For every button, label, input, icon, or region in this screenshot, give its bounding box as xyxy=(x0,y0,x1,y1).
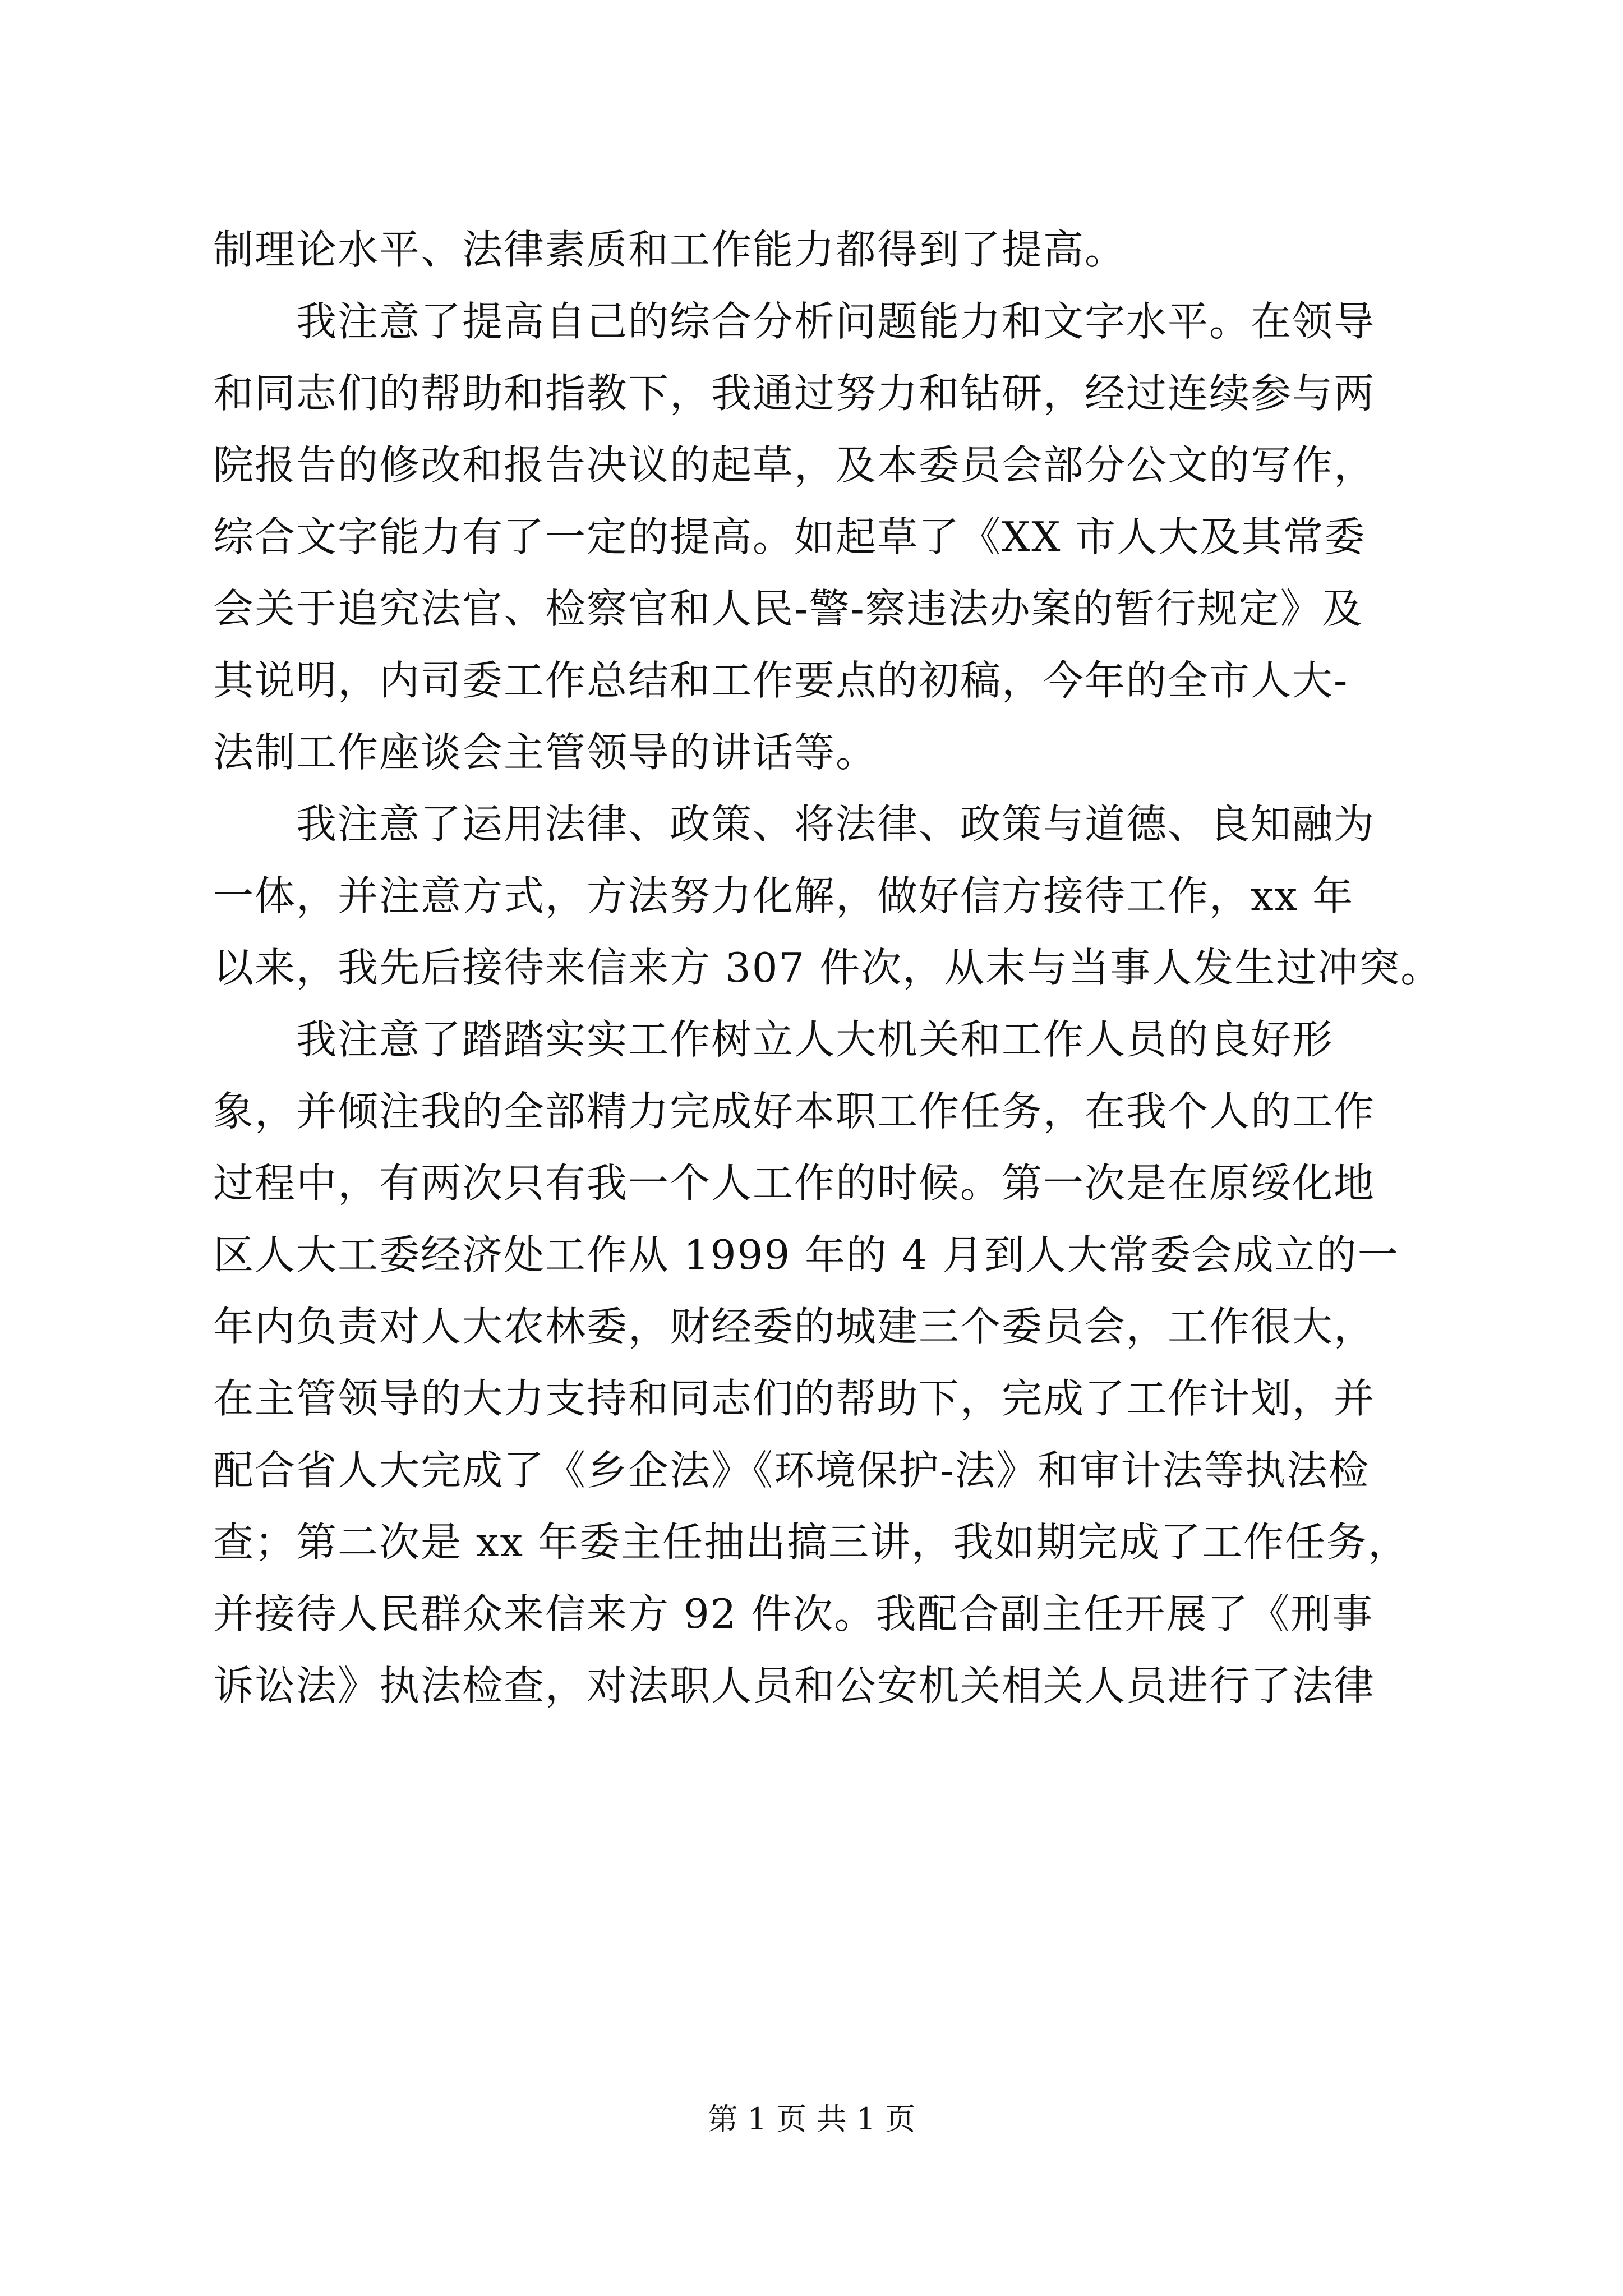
text-line: 过程中，有两次只有我一个人工作的时候。第一次是在原绥化地 xyxy=(213,1159,1376,1207)
text-line: 区人大工委经济处工作从 1999 年的 4 月到人大常委会成立的一 xyxy=(213,1231,1399,1278)
text-line: 以来，我先后接待来信来方 307 件次，从末与当事人发生过冲突。 xyxy=(213,944,1442,991)
text-line: 一体，并注意方式，方法努力化解，做好信方接待工作，xx 年 xyxy=(213,872,1354,919)
text-line: 我注意了提高自己的综合分析问题能力和文字水平。在领导 xyxy=(213,298,1376,345)
text-line: 制理论水平、法律素质和工作能力都得到了提高。 xyxy=(213,226,1127,273)
text-line: 我注意了踏踏实实工作树立人大机关和工作人员的良好形 xyxy=(213,1016,1334,1063)
text-line: 在主管领导的大力支持和同志们的帮助下，完成了工作计划，并 xyxy=(213,1375,1376,1422)
text-line: 其说明，内司委工作总结和工作要点的初稿，今年的全市人大- xyxy=(213,657,1349,704)
text-line: 查；第二次是 xx 年委主任抽出搞三讲，我如期完成了工作任务， xyxy=(213,1519,1409,1566)
text-line: 和同志们的帮助和指教下，我通过努力和钻研，经过连续参与两 xyxy=(213,370,1376,417)
text-line: 并接待人民群众来信来方 92 件次。我配合副主任开展了《刑事 xyxy=(213,1590,1374,1637)
text-line: 法制工作座谈会主管领导的讲话等。 xyxy=(213,729,878,776)
text-line: 象，并倾注我的全部精力完成好本职工作任务，在我个人的工作 xyxy=(213,1088,1376,1135)
page-number: 第 1 页 共 1 页 xyxy=(707,2101,916,2137)
text-line: 我注意了运用法律、政策、将法律、政策与道德、良知融为 xyxy=(213,800,1376,848)
text-line: 综合文字能力有了一定的提高。如起草了《XX 市人大及其常委 xyxy=(213,513,1366,560)
text-line: 配合省人大完成了《乡企法》《环境保护-法》和审计法等执法检 xyxy=(213,1447,1370,1494)
text-line: 会关于追究法官、检察官和人民-警-察违法办案的暂行规定》及 xyxy=(213,585,1363,632)
text-line: 院报告的修改和报告决议的起草，及本委员会部分公文的写作， xyxy=(213,441,1376,489)
text-line: 诉讼法》执法检查，对法职人员和公安机关相关人员进行了法律 xyxy=(213,1662,1376,1709)
text-line: 年内负责对人大农林委，财经委的城建三个委员会，工作很大， xyxy=(213,1303,1376,1350)
